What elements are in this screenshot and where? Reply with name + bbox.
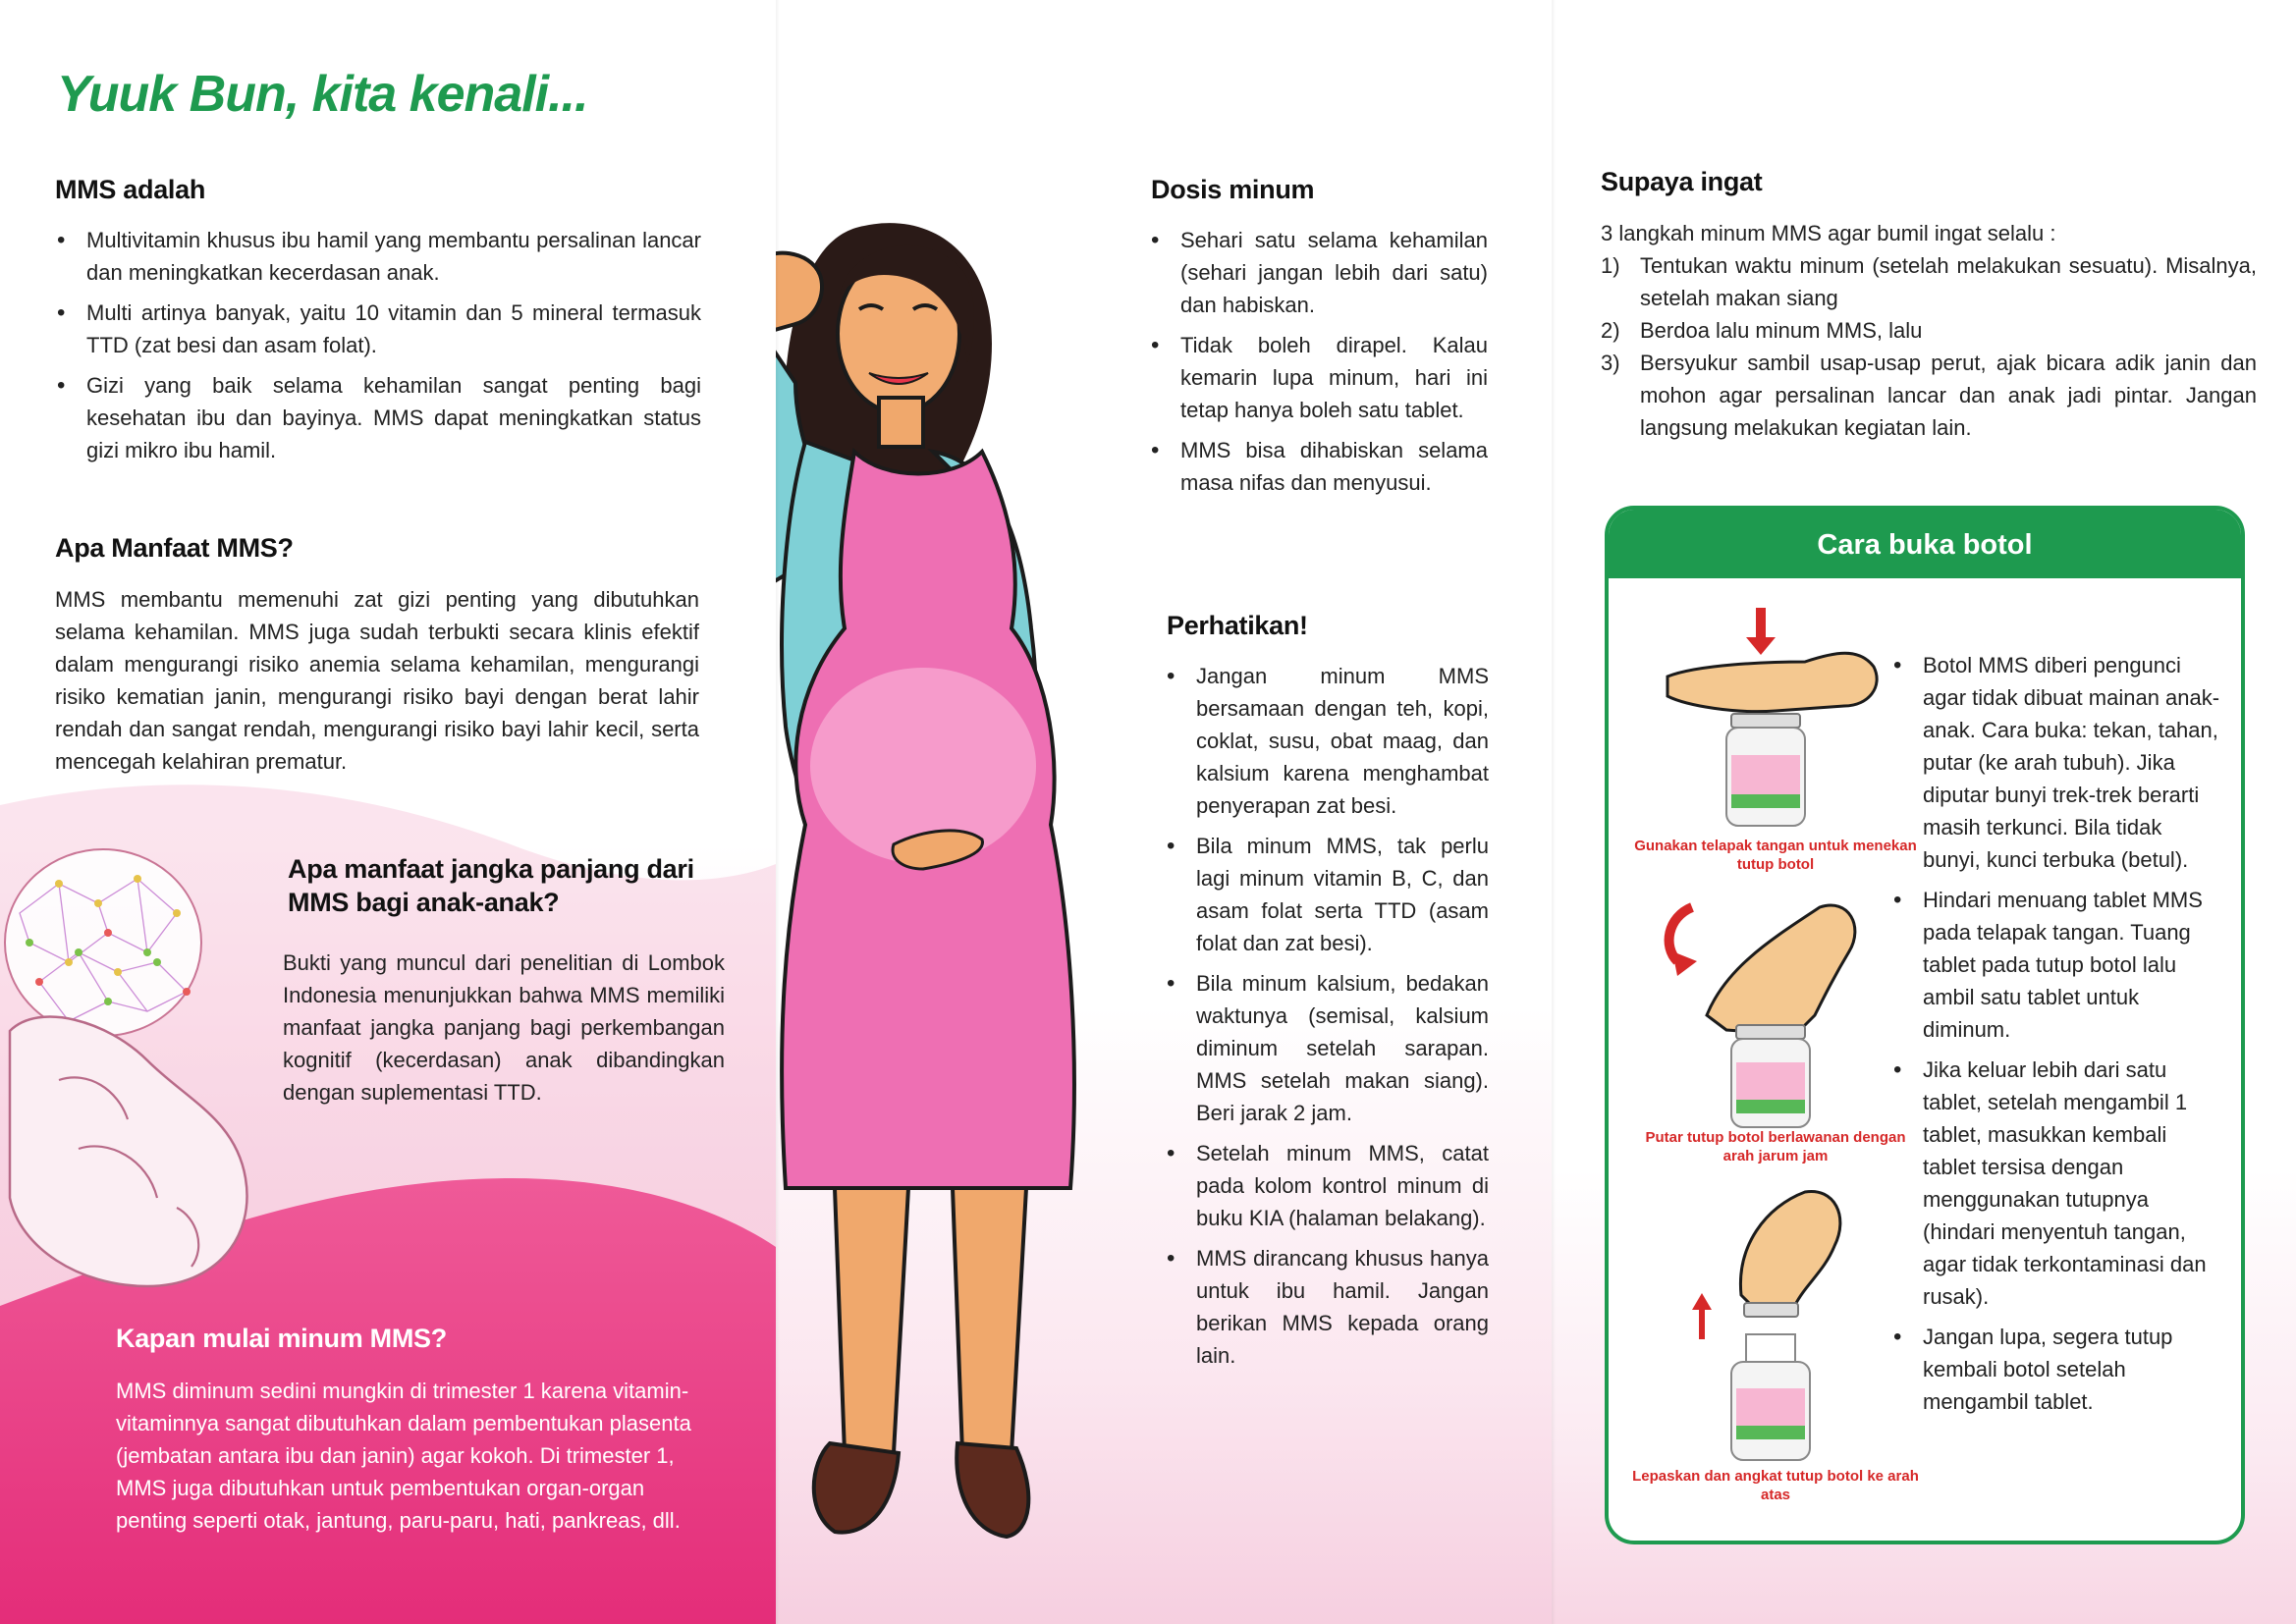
fold-line (1552, 0, 1556, 1624)
pregnant-woman-illustration (776, 216, 1159, 1561)
jangka-panjang-heading (288, 852, 694, 919)
list-item (1601, 314, 2257, 347)
supaya-ingat-intro: 3 langkah minum MMS agar bumil ingat selalu : (1601, 221, 2056, 245)
cara-buka-botol-heading: Cara buka botol (1609, 510, 2241, 578)
manfaat-text: MMS membantu memenuhi zat gizi penting yang dibutuhkan selama kehamilan. MMS juga sudah terbukti secara klinis efektif dalam mengurangi risiko anemia selama kehamilan, mengurangi risiko kematian janin, mengurangi risiko bayi dengan berat lahir rendah dan sangat rendah, mengurangi risiko bayi lahir kecil, serta mencegah kelahiran prematur. (55, 587, 699, 774)
list-item: • Bila minum kalsium, bedakan waktunya (semisal, kalsium diminum setelah sarapan. MMS setelah makan siang). Beri jarak 2 jam. (1165, 967, 1489, 1129)
step-text: Bersyukur sambil usap-usap perut, ajak bicara adik janin dan mohon agar persalinan lancar dan anak jadi pintar. Jangan langsung melakukan kegiatan lain. (1640, 351, 2257, 440)
perhatikan-heading: Perhatikan! (1167, 611, 1308, 640)
bottle-step-caption: Putar tutup botol berlawanan dengan arah jarum jam (1645, 1129, 1906, 1164)
list-item: • Jangan lupa, segera tutup kembali botol setelah mengambil tablet. (1891, 1321, 2225, 1418)
supaya-ingat-heading: Supaya ingat (1601, 167, 1763, 196)
step-text: Tentukan waktu minum (setelah melakukan sesuatu). Misalnya, setelah makan siang (1640, 253, 2257, 310)
list-item: • MMS dirancang khusus hanya untuk ibu hamil. Jangan berikan MMS kepada orang lain. (1165, 1242, 1489, 1372)
list-item: • MMS bisa dihabiskan selama masa nifas dan menyusui. (1149, 434, 1488, 499)
list-item (1601, 347, 2257, 444)
dosis-heading: Dosis minum (1151, 175, 1315, 204)
bottle-twist-illustration (1658, 897, 1884, 1133)
bottle-step-caption: Gunakan telapak tangan untuk menekan tutup botol (1634, 838, 1917, 873)
jangka-panjang-text: Bukti yang muncul dari penelitian di Lombok Indonesia menunjukkan bahwa MMS memiliki manfaat jangka panjang bagi perkembangan kognitif (kecerdasan) anak dibandingkan dengan suplementasi TTD. (283, 950, 725, 1105)
main-title: Yuuk Bun, kita kenali... (57, 66, 588, 123)
panel-left (0, 0, 776, 1624)
step-text: Berdoa lalu minum MMS, lalu (1640, 318, 1923, 343)
bottle-step-caption: Lepaskan dan angkat tutup botol ke arah atas (1632, 1468, 1919, 1503)
list-item: • Jangan minum MMS bersamaan dengan teh, kopi, coklat, susu, obat maag, dan kalsium karena menghambat penyerapan zat besi. (1165, 660, 1489, 822)
list-item: • Multi artinya banyak, yaitu 10 vitamin dan 5 mineral termasuk TTD (zat besi dan asam folat). (55, 297, 701, 361)
manfaat-heading: Apa Manfaat MMS? (55, 533, 294, 563)
step-number: 3) (1601, 351, 1620, 375)
dosis-list (1149, 224, 1488, 507)
mms-adalah-list (55, 224, 701, 474)
baby-brain-illustration (0, 825, 285, 1296)
jangka-heading-line2: MMS bagi anak-anak? (288, 888, 560, 917)
cara-buka-botol-box (1605, 506, 2245, 1544)
perhatikan-list (1165, 660, 1489, 1380)
list-item: • Bila minum MMS, tak perlu lagi minum vitamin B, C, dan asam folat serta TTD (asam folat dan zat besi). (1165, 830, 1489, 959)
step-number: 1) (1601, 253, 1620, 278)
jangka-heading-line1: Apa manfaat jangka panjang dari (288, 854, 694, 884)
mms-adalah-heading: MMS adalah (55, 175, 206, 204)
fold-line (776, 0, 780, 1624)
list-item: • Setelah minum MMS, catat pada kolom kontrol minum di buku KIA (halaman belakang). (1165, 1137, 1489, 1234)
list-item: • Hindari menuang tablet MMS pada telapak tangan. Tuang tablet pada tutup botol lalu ambil satu tablet untuk diminum. (1891, 884, 2225, 1046)
panel-middle (776, 0, 1552, 1624)
list-item: • Jika keluar lebih dari satu tablet, setelah mengambil 1 tablet, masukkan kembali tablet tersisa dengan menggunakan tutupnya (hindari menyentuh tangan, agar tidak terkontaminasi dan rusak). (1891, 1054, 2225, 1313)
bottle-lift-illustration (1658, 1187, 1884, 1472)
list-item: • Tidak boleh dirapel. Kalau kemarin lupa minum, hari ini tetap hanya boleh satu tablet. (1149, 329, 1488, 426)
cara-buka-botol-list (1891, 649, 2225, 1426)
list-item: • Multivitamin khusus ibu hamil yang membantu persalinan lancar dan meningkatkan kecerdasan anak. (55, 224, 701, 289)
list-item: • Sehari satu selama kehamilan (sehari jangan lebih dari satu) dan habiskan. (1149, 224, 1488, 321)
list-item: • Botol MMS diberi pengunci agar tidak dibuat mainan anak-anak. Cara buka: tekan, tahan, putar (ke arah tubuh). Jika diputar bunyi trek-trek berarti masih terkunci. Bila tidak bunyi, kunci terbuka (betul). (1891, 649, 2225, 876)
kapan-text: MMS diminum sedini mungkin di trimester 1 karena vitamin-vitaminnya sangat dibutuhkan dalam pembentukan plasenta (jembatan antara ibu dan janin) agar kokoh. Di trimester 1, MMS juga dibutuhkan untuk pembentukan organ-organ penting seperti otak, jantung, paru-paru, hati, pankreas, dll. (116, 1379, 691, 1533)
supaya-ingat-steps (1601, 249, 2257, 444)
bottle-press-illustration (1658, 608, 1884, 834)
kapan-heading: Kapan mulai minum MMS? (116, 1324, 447, 1353)
list-item: • Gizi yang baik selama kehamilan sangat penting bagi kesehatan ibu dan bayinya. MMS dapat meningkatkan status gizi mikro ibu hamil. (55, 369, 701, 466)
step-number: 2) (1601, 318, 1620, 343)
list-item (1601, 249, 2257, 314)
